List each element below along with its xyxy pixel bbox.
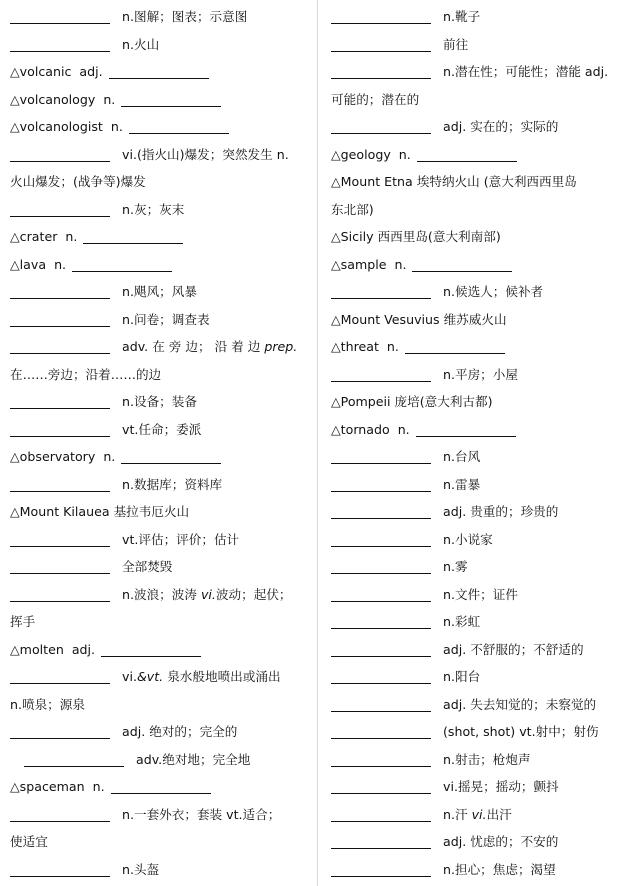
vocab-line [331,856,556,884]
part-of-speech: &vt. [136,669,164,684]
vocab-line [10,86,221,114]
definition: n.设备；装备 [122,394,197,409]
definition: n.靴子 [443,9,481,24]
continuation-text: 在……旁边；沿着……的边 [10,366,162,382]
answer-blank[interactable] [10,282,110,299]
vocab-line [331,718,599,746]
word: △volcanic [10,64,72,79]
part-of-speech: vi. [471,806,487,822]
answer-blank[interactable] [331,667,431,684]
definition: n.彩虹 [443,614,481,629]
vocab-line [331,196,374,224]
answer-blank[interactable] [10,7,110,24]
answer-blank[interactable] [10,667,110,684]
definition: adj. 贵重的；珍贵的 [443,504,559,519]
continuation-text: 火山爆发；(战争等)爆发 [10,174,146,189]
vocab-line [331,388,493,416]
answer-blank[interactable] [10,310,110,327]
answer-blank[interactable] [331,612,431,629]
vocab-line [10,168,146,196]
vocab-line [10,278,197,306]
vocab-line [10,251,172,279]
answer-blank[interactable] [83,227,183,244]
vocab-line [10,856,159,884]
answer-blank[interactable] [331,475,431,492]
definition: n.飓风；风暴 [122,284,197,299]
answer-blank[interactable] [331,117,431,134]
vocab-line [10,471,222,499]
answer-blank[interactable] [10,337,110,354]
continuation-text: 挥手 [10,614,36,629]
definition: n.火山 [122,36,160,52]
answer-blank[interactable] [331,530,431,547]
vocab-line [331,333,505,361]
definition: vi.(指火山)爆发；突然发生 n. [122,146,289,162]
vocab-line [10,196,184,224]
word: △observatory [10,449,96,464]
answer-blank[interactable] [10,530,110,547]
answer-blank[interactable] [331,365,431,382]
part-of-speech: n. [65,229,78,244]
answer-blank[interactable] [121,90,221,107]
vocab-line [331,416,516,444]
vocab-line [10,581,292,609]
definition: vi. [122,669,137,684]
answer-blank[interactable] [417,145,517,162]
definition: n.阳台 [443,669,481,684]
definition: n.问卷；调查表 [122,311,210,327]
vocab-line [331,498,558,526]
answer-blank[interactable] [10,145,110,162]
vocab-line [331,86,419,114]
vocab-line [331,471,480,499]
answer-blank[interactable] [331,640,431,657]
definition-rest: 波动；起伏； [215,586,292,602]
answer-blank[interactable] [331,750,431,767]
answer-blank[interactable] [331,832,431,849]
definition: vt.评估；评价；估计 [122,531,240,547]
word: △sample [331,256,387,272]
answer-blank[interactable] [10,585,110,602]
vocab-line [331,828,558,856]
definition: n.波浪；波涛 [122,586,201,602]
part-of-speech: n. [386,339,399,354]
vocab-line [10,828,48,856]
part-of-speech: n. [92,779,105,794]
part-of-speech: n. [110,119,123,134]
vocab-line [10,691,85,719]
definition: adj. 不舒服的；不舒适的 [443,641,584,657]
answer-blank[interactable] [331,62,431,79]
vocab-line [331,746,531,774]
definition-rest: 出汗 [486,806,512,822]
answer-blank[interactable] [412,255,512,272]
answer-blank[interactable] [331,502,431,519]
vocab-line [331,773,559,801]
answer-blank[interactable] [331,805,431,822]
part-of-speech: prep. [264,339,298,354]
word: △volcanologist [10,119,103,134]
vocab-line [10,636,201,664]
vocab-line [331,663,480,691]
vocab-line [331,223,501,251]
word: △lava [10,256,47,272]
continuation-text: 使适宜 [10,834,48,849]
answer-blank[interactable] [331,7,431,24]
word: △molten [10,641,64,657]
continuation-text: 可能的；潜在的 [331,91,420,107]
definition: 前往 [443,36,469,52]
definition: n.小说家 [443,531,493,547]
answer-blank[interactable] [331,695,431,712]
answer-blank[interactable] [331,35,431,52]
vocab-line [10,526,239,554]
definition: n.雾 [443,559,468,574]
answer-blank[interactable] [101,640,201,657]
vocab-line [10,31,159,59]
answer-blank[interactable] [10,475,110,492]
answer-blank[interactable] [10,420,110,437]
vocab-line [331,801,512,829]
answer-blank[interactable] [10,392,110,409]
vocab-line [331,691,596,719]
answer-blank[interactable] [10,805,110,822]
answer-blank[interactable] [331,860,431,877]
vocab-line [331,168,577,196]
vocab-line [331,58,608,86]
vocab-line [10,443,221,471]
definition: n.平房；小屋 [443,366,518,382]
answer-blank[interactable] [109,62,209,79]
definition: vt.任命；委派 [122,421,202,437]
vocab-line [10,113,229,141]
word: △threat [331,339,379,354]
continuation-text: 东北部) [331,201,374,217]
answer-blank[interactable] [331,282,431,299]
answer-blank[interactable] [129,117,229,134]
definition: 全部焚毁 [122,559,173,574]
vocab-line [10,3,247,31]
definition: n.灰；灰末 [122,201,185,217]
column-divider [317,0,318,886]
definition: n.射击；枪炮声 [443,751,531,767]
part-of-speech: n. [398,146,411,162]
part-of-speech: n. [394,256,407,272]
part-of-speech: adj. [79,64,103,79]
vocab-line [331,251,512,279]
answer-blank[interactable] [331,585,431,602]
entry-text: △Pompeii 庞培(意大利古都) [331,394,493,409]
definition: vi.摇晃；摇动；颤抖 [443,779,559,794]
definition-rest: 泉水般地喷出或涌出 [163,669,281,684]
vocab-line [10,718,237,746]
word: △tornado [331,421,390,437]
vocab-line [10,498,189,526]
part-of-speech: adj. [71,641,96,657]
vocab-line [331,553,468,581]
word: △geology [331,146,391,162]
definition: adj. 失去知觉的；未察觉的 [443,696,597,712]
vocab-line [10,361,161,389]
answer-blank[interactable] [10,722,110,739]
definition: adv. 在 旁 边； 沿 着 边 [122,339,265,354]
word: △spaceman [10,779,85,794]
vocab-line [331,608,480,636]
vocab-line [10,141,289,169]
answer-blank[interactable] [416,420,516,437]
definition: adj. 忧虑的；不安的 [443,834,559,849]
vocab-line [331,526,493,554]
definition: n.头盔 [122,861,160,877]
answer-blank[interactable] [24,750,124,767]
vocab-line [331,141,517,169]
entry-text: △Mount Etna 埃特纳火山 (意大利西西里岛 [331,174,577,189]
definition: n.台风 [443,449,481,464]
answer-blank[interactable] [10,35,110,52]
definition: n.潜在性；可能性；潜能 adj. [443,64,609,79]
answer-blank[interactable] [72,255,172,272]
vocab-line [10,553,172,581]
vocab-line [10,306,210,334]
definition: n.担心；焦虑；渴望 [443,861,556,877]
vocab-line [331,361,518,389]
definition: n.数据库；资料库 [122,476,223,492]
continuation-text: n.喷泉；源泉 [10,696,85,712]
definition: (shot, shot) vt.射中；射伤 [443,724,599,739]
part-of-speech: n. [103,91,116,107]
answer-blank[interactable] [10,557,110,574]
vocab-line [331,581,518,609]
answer-blank[interactable] [111,777,211,794]
entry-text: △Mount Kilauea 基拉韦厄火山 [10,504,190,519]
vocab-line [10,416,201,444]
answer-blank[interactable] [10,860,110,877]
vocab-line [10,388,197,416]
vocab-line [331,31,468,59]
part-of-speech: vi. [200,586,216,602]
vocab-line [331,278,543,306]
answer-blank[interactable] [121,447,221,464]
vocab-line [10,608,35,636]
entry-text: △Sicily 西西里岛(意大利南部) [331,229,501,244]
vocab-line [10,58,209,86]
word: △volcanology [10,91,96,107]
vocab-line [331,3,480,31]
vocab-line [331,113,558,141]
vocab-line [10,333,297,361]
part-of-speech: n. [54,256,67,272]
part-of-speech: n. [103,449,116,464]
vocab-line [10,223,183,251]
vocab-line [10,746,250,774]
vocab-line [331,443,480,471]
definition: n.一套外衣；套装 vt.适合； [122,806,281,822]
vocab-line [10,773,211,801]
part-of-speech: n. [397,421,410,437]
vocab-line [10,663,281,691]
answer-blank[interactable] [331,777,431,794]
definition: n.文件；证件 [443,586,518,602]
answer-blank[interactable] [331,447,431,464]
definition: n.雷暴 [443,476,481,492]
word: △crater [10,229,58,244]
vocab-line [331,636,584,664]
definition: adj. 绝对的；完全的 [122,724,238,739]
vocab-line [10,801,280,829]
definition: adv.绝对地；完全地 [136,751,251,767]
definition: n.汗 [443,806,472,822]
definition: n.候选人；候补者 [443,284,544,299]
answer-blank[interactable] [331,557,431,574]
definition: n.图解；图表；示意图 [122,9,248,24]
definition: adj. 实在的；实际的 [443,119,559,134]
answer-blank[interactable] [331,722,431,739]
answer-blank[interactable] [10,200,110,217]
entry-text: △Mount Vesuvius 维苏威火山 [331,311,507,327]
vocab-line [331,306,507,334]
answer-blank[interactable] [405,337,505,354]
